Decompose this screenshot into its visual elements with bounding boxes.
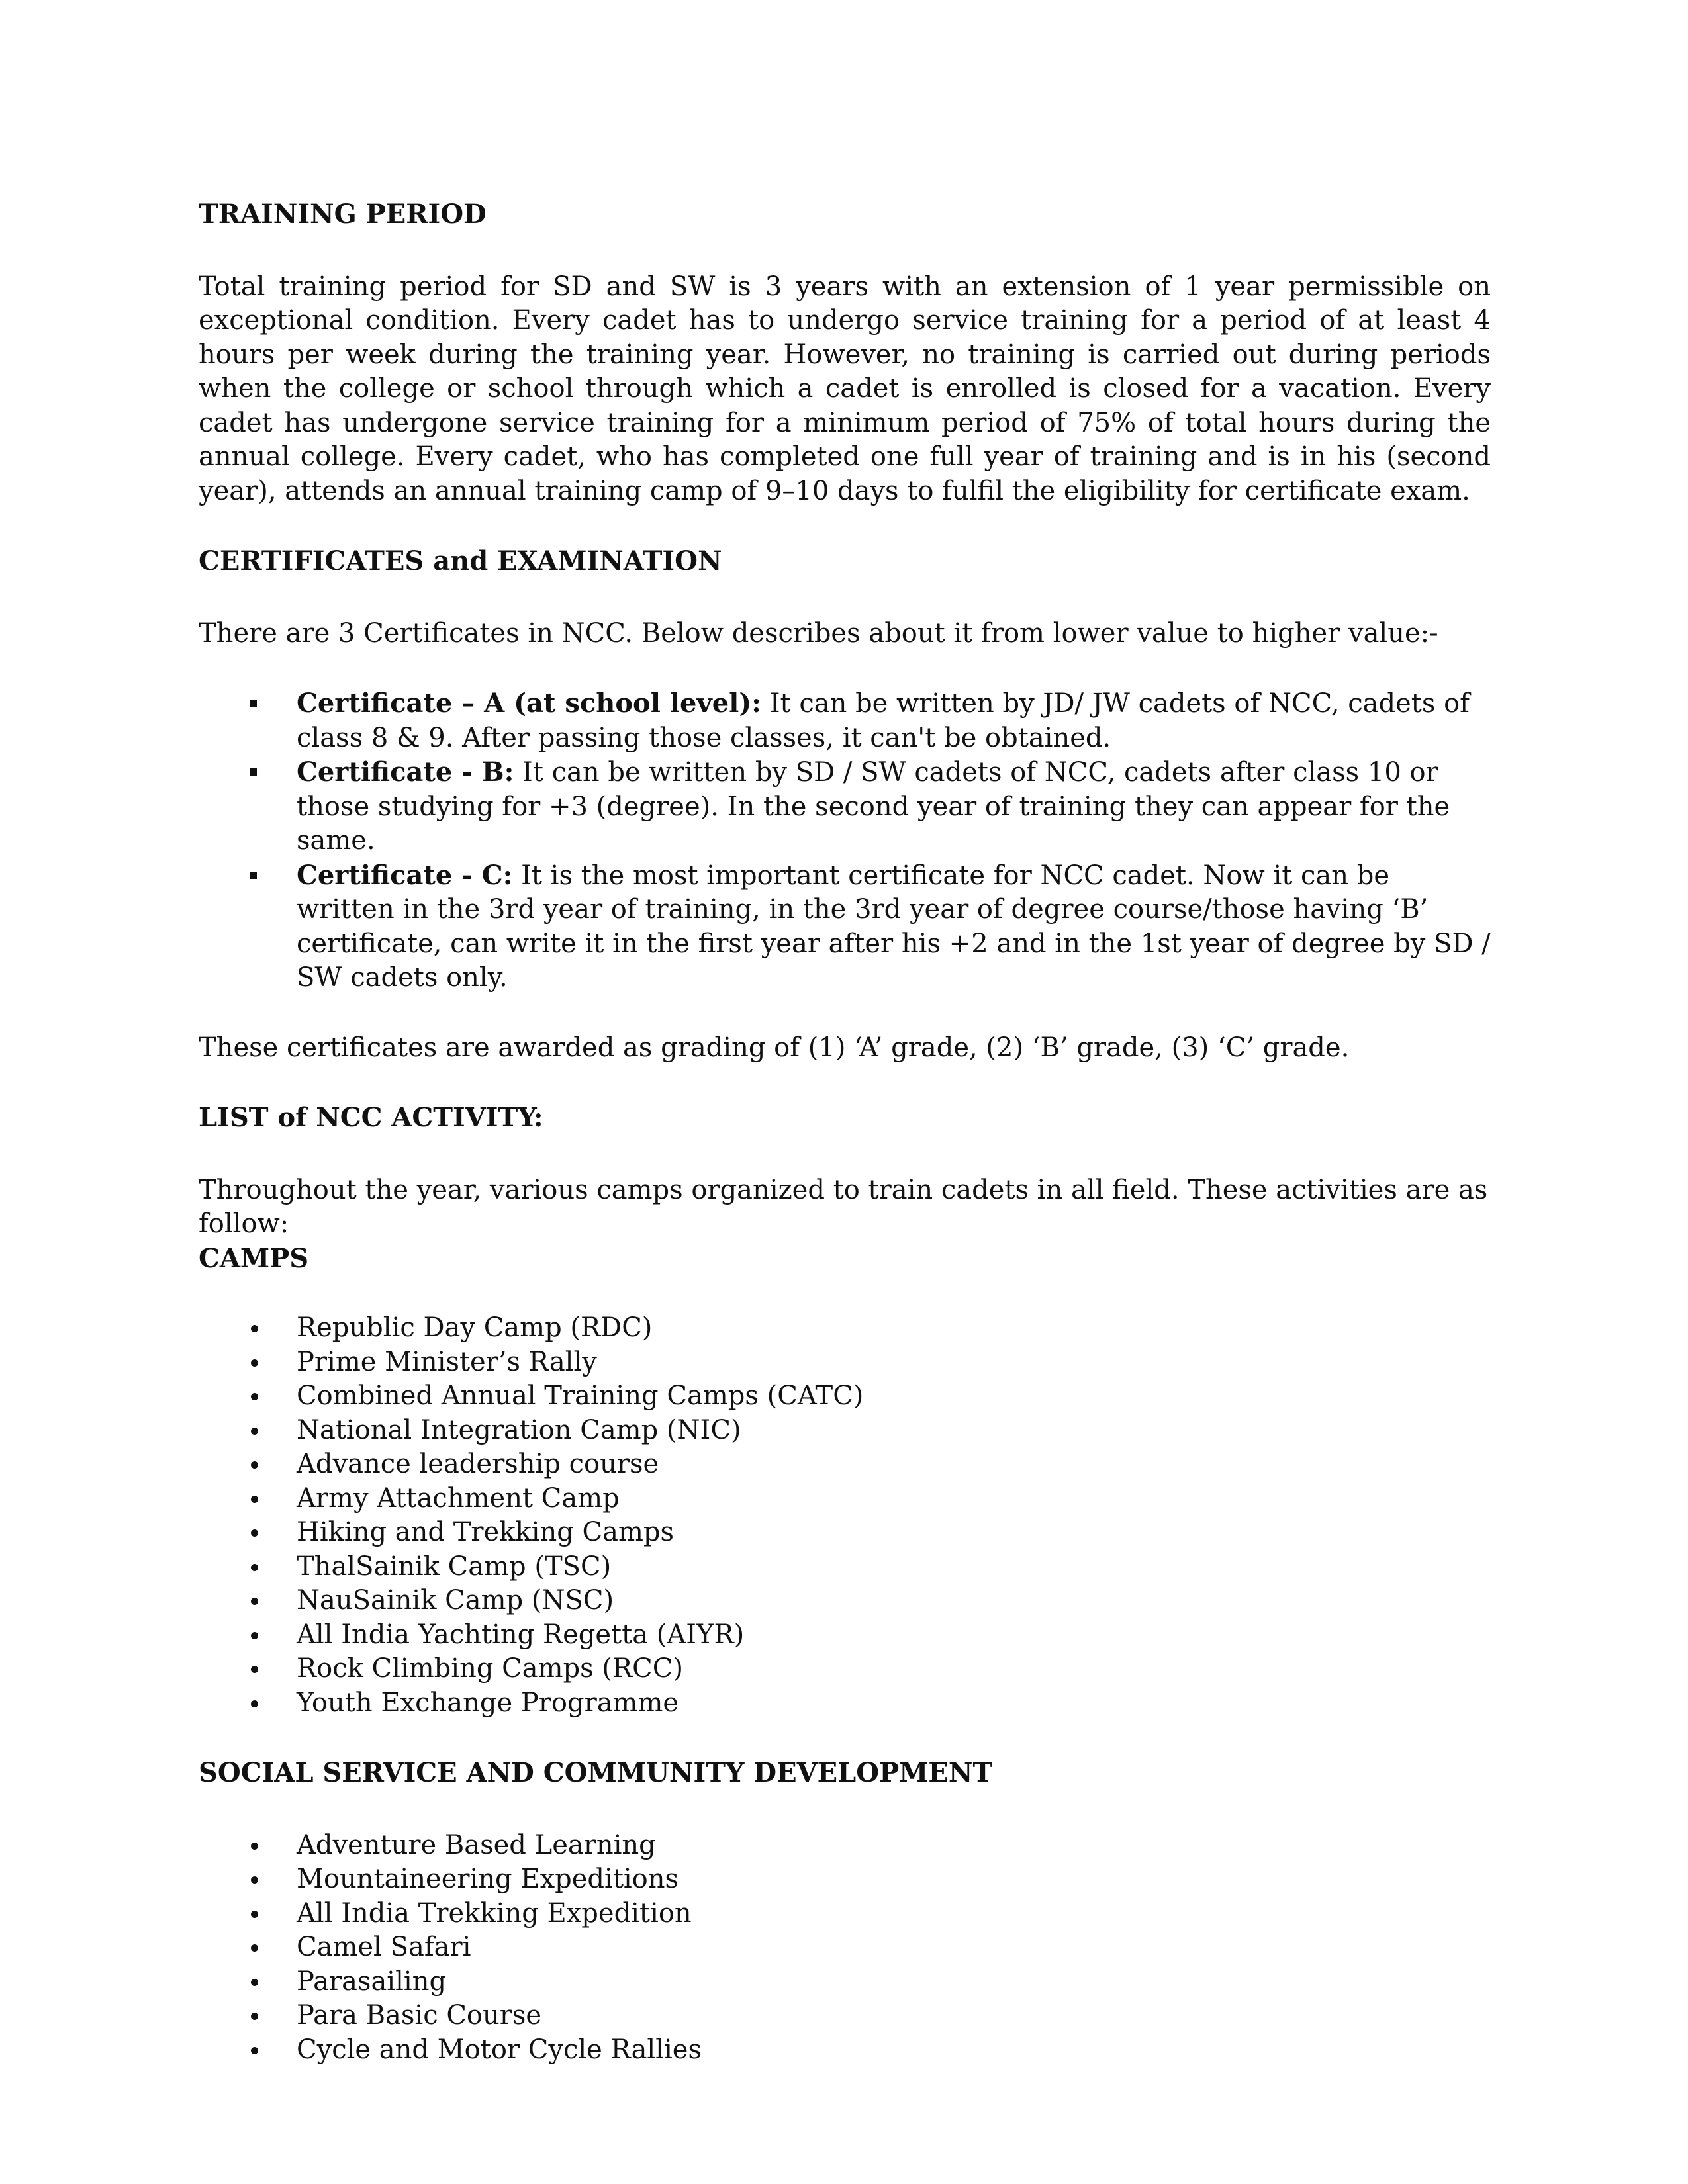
square-bullet-icon xyxy=(250,768,257,776)
list-item-text: Republic Day Camp (RDC) xyxy=(297,1312,653,1343)
certificate-text: It is the most important certificate for NCC cadet. Now it can be written in the 3rd year of training, in the 3rd year of degree course/those having ‘B’ certificate, can write it in the first year after his +2 and in the 1st year of degree by SD / SW cadets only. xyxy=(297,860,1491,993)
round-bullet-icon xyxy=(251,1564,258,1571)
round-bullet-icon xyxy=(251,2047,258,2054)
list-item xyxy=(199,1414,1491,1448)
square-bullet-icon xyxy=(250,872,257,879)
list-item xyxy=(199,1686,1491,1721)
list-item-text: Combined Annual Training Camps (CATC) xyxy=(297,1381,864,1411)
list-item xyxy=(199,1862,1491,1897)
social-service-heading: SOCIAL SERVICE AND COMMUNITY DEVELOPMENT xyxy=(199,1757,993,1788)
social-service-list xyxy=(199,1829,1491,2068)
list-item-text: Para Basic Course xyxy=(297,2000,542,2030)
list-item xyxy=(199,1550,1491,1584)
list-item-text: Adventure Based Learning xyxy=(297,1829,656,1860)
list-item-text: Cycle and Motor Cycle Rallies xyxy=(297,2034,702,2065)
list-item-text: Parasailing xyxy=(297,1966,447,1997)
round-bullet-icon xyxy=(251,1700,258,1707)
certificate-label: Certificate - B: xyxy=(297,756,514,788)
list-item xyxy=(199,1584,1491,1618)
list-item xyxy=(199,1482,1491,1516)
certificate-item-a xyxy=(199,686,1491,755)
list-item xyxy=(199,1652,1491,1686)
list-item-text: Rock Climbing Camps (RCC) xyxy=(297,1653,683,1684)
list-item-text: Youth Exchange Programme xyxy=(297,1687,679,1718)
round-bullet-icon xyxy=(251,1944,258,1952)
certificate-item-b xyxy=(199,755,1491,858)
round-bullet-icon xyxy=(251,1496,258,1503)
round-bullet-icon xyxy=(251,2013,258,2020)
list-item xyxy=(199,1897,1491,1931)
list-item xyxy=(199,1965,1491,1999)
list-item-text: Hiking and Trekking Camps xyxy=(297,1517,675,1547)
list-item-text: Advance leadership course xyxy=(297,1449,659,1479)
certificate-label: Certificate – A (at school level): xyxy=(297,688,762,719)
list-item-text: NauSainik Camp (NSC) xyxy=(297,1585,614,1615)
square-bullet-icon xyxy=(250,700,257,707)
round-bullet-icon xyxy=(251,1393,258,1400)
activity-intro: Throughout the year, various camps organized to train cadets in all field. These activities are as follow: xyxy=(199,1174,1488,1239)
list-item-text: All India Yachting Regetta (AIYR) xyxy=(297,1619,745,1650)
list-item xyxy=(199,1999,1491,2033)
round-bullet-icon xyxy=(251,1843,258,1850)
round-bullet-icon xyxy=(251,1461,258,1469)
list-item xyxy=(199,1447,1491,1482)
list-item xyxy=(199,2033,1491,2068)
camps-list xyxy=(199,1311,1491,1720)
list-item-text: Prime Minister’s Rally xyxy=(297,1346,597,1377)
round-bullet-icon xyxy=(251,1359,258,1367)
list-item-text: All India Trekking Expedition xyxy=(297,1897,692,1929)
list-item xyxy=(199,1379,1491,1414)
certificate-list xyxy=(199,686,1491,995)
round-bullet-icon xyxy=(251,1325,258,1332)
list-item-text: ThalSainik Camp (TSC) xyxy=(297,1551,612,1582)
round-bullet-icon xyxy=(251,1876,258,1884)
certificate-text: It can be written by SD / SW cadets of NCC, cadets after class 10 or those studying for +3 (degree). In the second year of training they can appear for the same. xyxy=(297,757,1450,856)
list-item-text: Mountaineering Expeditions xyxy=(297,1864,679,1894)
list-item xyxy=(199,1516,1491,1550)
certificates-intro: There are 3 Certificates in NCC. Below describes about it from lower value to higher value:- xyxy=(199,617,1438,649)
certificate-text: It can be written by JD/ JW cadets of NCC, cadets of class 8 & 9. After passing those classes, it can't be obtained. xyxy=(297,688,1470,753)
round-bullet-icon xyxy=(251,1529,258,1537)
round-bullet-icon xyxy=(251,1911,258,1918)
document-page xyxy=(199,197,1491,2067)
round-bullet-icon xyxy=(251,1979,258,1986)
round-bullet-icon xyxy=(251,1632,258,1639)
list-item-text: Camel Safari xyxy=(297,1932,471,1962)
list-item xyxy=(199,1345,1491,1380)
grading-paragraph: These certificates are awarded as grading of (1) ‘A’ grade, (2) ‘B’ grade, (3) ‘C’ grade. xyxy=(199,1032,1350,1063)
round-bullet-icon xyxy=(251,1598,258,1605)
list-item xyxy=(199,1311,1491,1345)
camps-heading: CAMPS xyxy=(199,1242,309,1274)
certificate-item-c xyxy=(199,858,1491,995)
list-item-text: National Integration Camp (NIC) xyxy=(297,1414,741,1445)
certificate-label: Certificate - C: xyxy=(297,859,513,891)
training-period-heading: TRAINING PERIOD xyxy=(199,199,487,230)
list-item-text: Army Attachment Camp xyxy=(297,1482,620,1514)
list-item xyxy=(199,1829,1491,1863)
round-bullet-icon xyxy=(251,1428,258,1435)
list-item xyxy=(199,1618,1491,1653)
certificates-heading: CERTIFICATES and EXAMINATION xyxy=(199,545,722,576)
round-bullet-icon xyxy=(251,1666,258,1673)
training-period-paragraph: Total training period for SD and SW is 3 years with an extension of 1 year permissible on exceptional condition. Every cadet has to undergo service training for a period of at least 4 hours per week during the training year. However, no training is carried out during periods when the college or school through which a cadet is enrolled is closed for a vacation. Every cadet has undergone service training for a minimum period of 75% of total hours during the annual college. Every cadet, who has completed one full year of training and is in his (second year), attends an annual training camp of 9–10 days to fulfil the eligibility for certificate exam. xyxy=(199,271,1491,506)
list-item xyxy=(199,1931,1491,1965)
ncc-activity-heading: LIST of NCC ACTIVITY: xyxy=(199,1102,543,1133)
